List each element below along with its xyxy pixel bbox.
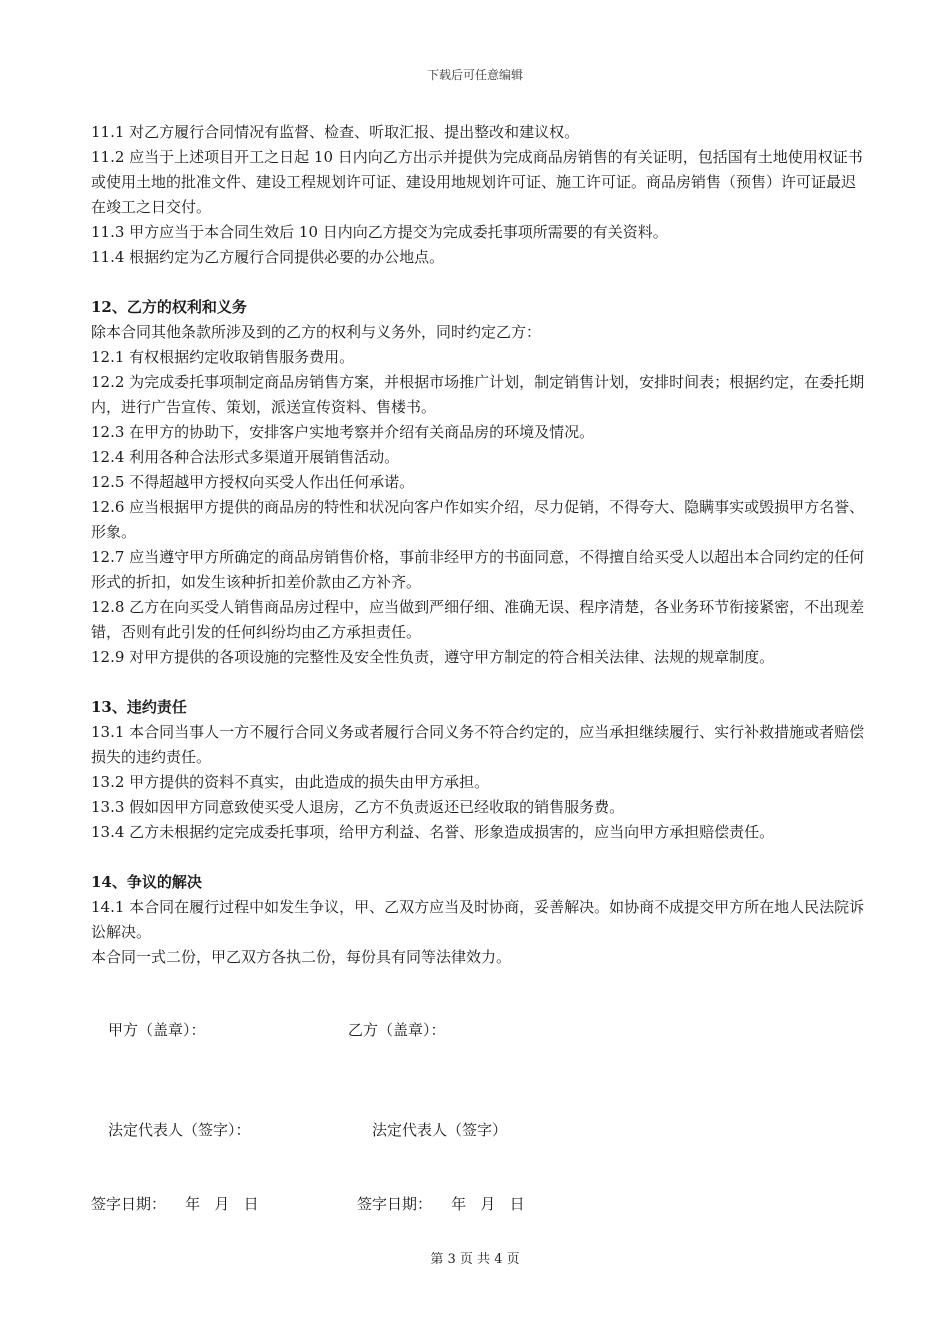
clause-12-8: 12.8 乙方在向买受人销售商品房过程中，应当做到严细仔细、准确无误、程序清楚，各业务环节衔接紧密，不出现差错，否则有此引发的任何纠纷均由乙方承担责任。 [91, 598, 865, 641]
section-13-title: 13、违约责任 [91, 698, 187, 716]
clause-13-1: 13.1 本合同当事人一方不履行合同义务或者履行合同义务不符合约定的，应当承担继续履行、实行补救措施或者赔偿损失的违约责任。 [91, 723, 865, 766]
section-13 [91, 695, 866, 845]
page-footer: 第 3 页 共 4 页 [430, 1252, 520, 1267]
clause-12-1: 12.1 有权根据约定收取销售服务费用。 [91, 348, 355, 366]
party-b-seal-label: 乙方（盖章）： [348, 1021, 446, 1039]
clause-11-3: 11.3 甲方应当于本合同生效后 10 日内向乙方提交为完成委托事项所需要的有关资料。 [91, 223, 668, 241]
section-12-intro: 除本合同其他条款所涉及到的乙方的权利与义务外，同时约定乙方： [91, 323, 542, 341]
clause-12-4: 12.4 利用各种合法形式多渠道开展销售活动。 [91, 448, 400, 466]
clause-11-4: 11.4 根据约定为乙方履行合同提供必要的办公地点。 [91, 248, 445, 266]
section-12 [91, 295, 866, 670]
clause-12-3: 12.3 在甲方的协助下，安排客户实地考察并介绍有关商品房的环境及情况。 [91, 423, 595, 441]
clause-12-9: 12.9 对甲方提供的各项设施的完整性及安全性负责，遵守甲方制定的符合相关法律、法规的规章制度。 [91, 648, 775, 666]
page-header: 下载后可任意编辑 [426, 68, 523, 82]
clause-13-2: 13.2 甲方提供的资料不真实，由此造成的损失由甲方承担。 [91, 773, 490, 791]
copies-statement: 本合同一式二份，甲乙双方各执二份，每份具有同等法律效力。 [91, 948, 512, 966]
clause-14-1: 14.1 本合同在履行过程中如发生争议，甲、乙双方应当及时协商，妥善解决。如协商不成提交甲方所在地人民法院诉讼解决。 [91, 898, 865, 941]
clause-12-6: 12.6 应当根据甲方提供的商品房的特性和状况向客户作如实介绍，尽力促销，不得夸大、隐瞒事实或毁损甲方名誉、形象。 [91, 498, 865, 541]
clause-12-5: 12.5 不得超越甲方授权向买受人作出任何承诺。 [91, 473, 415, 491]
party-a-rep-label: 法定代表人（签字）： [108, 1121, 251, 1139]
section-12-title: 12、乙方的权利和义务 [91, 298, 247, 316]
section-11 [91, 120, 866, 270]
party-a-seal-label: 甲方（盖章）： [108, 1021, 206, 1039]
clause-13-4: 13.4 乙方未根据约定完成委托事项，给甲方利益、名誉、形象造成损害的，应当向甲方承担赔偿责任。 [91, 823, 775, 841]
party-b-date-label: 签字日期： 年 月 日 [357, 1195, 525, 1213]
clause-11-2: 11.2 应当于上述项目开工之日起 10 日内向乙方出示并提供为完成商品房销售的有关证明，包括国有土地使用权证书或使用土地的批准文件、建设工程规划许可证、建设用地规划许可证、施工许可证。商品房销售（预售）许可证最迟在竣工之日交付。 [91, 148, 863, 216]
section-14 [91, 870, 866, 970]
party-b-rep-label: 法定代表人（签字） [372, 1121, 508, 1139]
party-a-date-label: 签字日期： 年 月 日 [91, 1195, 259, 1213]
section-14-title: 14、争议的解决 [91, 873, 202, 891]
clause-11-1: 11.1 对乙方履行合同情况有监督、检查、听取汇报、提出整改和建议权。 [91, 123, 580, 141]
clause-12-2: 12.2 为完成委托事项制定商品房销售方案，并根据市场推广计划，制定销售计划，安排时间表；根据约定，在委托期内，进行广告宣传、策划，派送宣传资料、售楼书。 [91, 373, 865, 416]
clause-13-3: 13.3 假如因甲方同意致使买受人退房，乙方不负责返还已经收取的销售服务费。 [91, 798, 625, 816]
clause-12-7: 12.7 应当遵守甲方所确定的商品房销售价格，事前非经甲方的书面同意，不得擅自给买受人以超出本合同约定的任何形式的折扣，如发生该种折扣差价款由乙方补齐。 [91, 548, 865, 591]
document-body [91, 120, 866, 970]
